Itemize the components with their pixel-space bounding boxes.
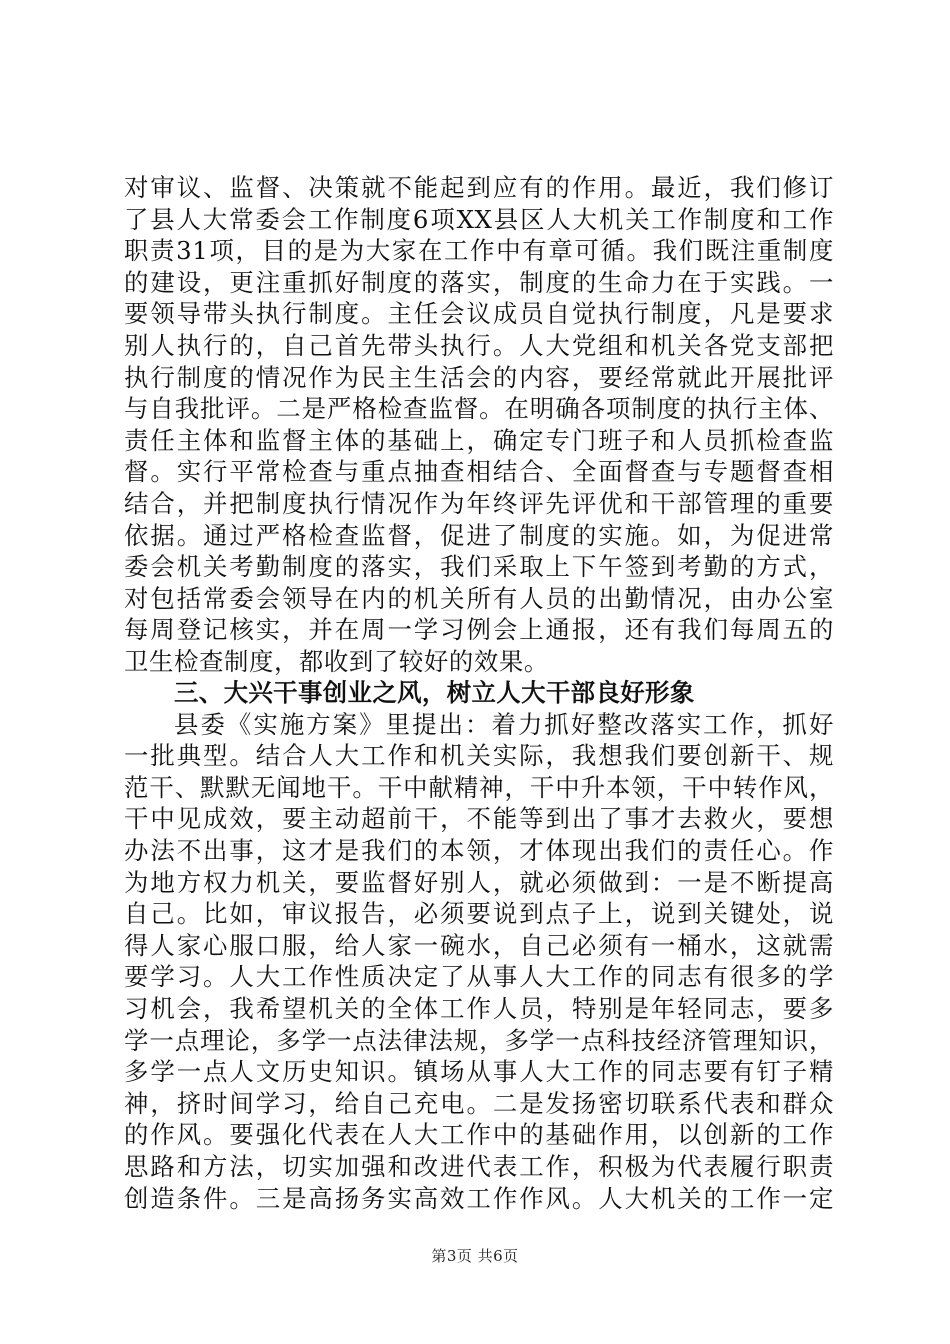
paragraph-line: 督。实行平常检查与重点抽查相结合、全面督查与专题督查相 — [124, 457, 834, 487]
paragraph-line: 得人家心服口服，给人家一碗水，自己必须有一桶水，这就需 — [124, 930, 834, 960]
page-number-footer: 第3页 共6页 — [431, 1247, 519, 1265]
paragraph-line: 对审议、监督、决策就不能起到应有的作用。最近，我们修订 — [124, 173, 834, 202]
paragraph-line: 范干、默默无闻地干。干中献精神，干中升本领，干中转作风， — [124, 772, 834, 802]
paragraph-line: 依据。通过严格检查监督，促进了制度的实施。如，为促进常 — [124, 520, 834, 550]
paragraph-line: 神，挤时间学习，给自己充电。二是发扬密切联系代表和群众 — [124, 1088, 834, 1118]
paragraph-line: 自己。比如，审议报告，必须要说到点子上，说到关键处，说 — [124, 899, 834, 929]
paragraph-line: 学一点理论，多学一点法律法规，多学一点科技经济管理知识， — [124, 1025, 834, 1055]
paragraph-line: 办法不出事，这才是我们的本领，才体现出我们的责任心。作 — [124, 835, 834, 865]
paragraph-line: 为地方权力机关，要监督好别人，就必须做到：一是不断提高 — [124, 867, 834, 897]
paragraph-line: 要领导带头执行制度。主任会议成员自觉执行制度，凡是要求 — [124, 299, 834, 329]
section-three — [124, 677, 834, 1214]
paragraph-line: 结合，并把制度执行情况作为年终评先评优和干部管理的重要 — [124, 488, 834, 518]
paragraph-line: 创造条件。三是高扬务实高效工作作风。人大机关的工作一定 — [124, 1183, 834, 1213]
paragraph-line: 卫生检查制度，都收到了较好的效果。 — [124, 646, 549, 676]
paragraph-line: 委会机关考勤制度的落实，我们采取上下午签到考勤的方式， — [124, 552, 834, 582]
paragraph-institution-building — [124, 172, 834, 678]
paragraph-line: 县委《实施方案》里提出：着力抓好整改落实工作，抓好 — [174, 709, 834, 739]
paragraph-line: 多学一点人文历史知识。镇场从事人大工作的同志要有钉子精 — [124, 1057, 834, 1087]
paragraph-line: 别人执行的，自己首先带头执行。人大党组和机关各党支部把 — [124, 330, 834, 360]
paragraph-line: 干中见成效，要主动超前干，不能等到出了事才去救火，要想 — [124, 804, 834, 834]
paragraph-line: 执行制度的情况作为民主生活会的内容，要经常就此开展批评 — [124, 362, 834, 392]
paragraph-line: 与自我批评。二是严格检查监督。在明确各项制度的执行主体、 — [124, 394, 834, 424]
paragraph-line: 一批典型。结合人大工作和机关实际，我想我们要创新干、规 — [124, 741, 834, 771]
paragraph-line: 了县人大常委会工作制度6项XX县区人大机关工作制度和工作 — [124, 204, 834, 234]
paragraph-line: 要学习。人大工作性质决定了从事人大工作的同志有很多的学 — [124, 962, 834, 992]
paragraph-line: 的作风。要强化代表在人大工作中的基础作用，以创新的工作 — [124, 1120, 834, 1150]
section-heading: 三、大兴干事创业之风，树立人大干部良好形象 — [174, 678, 695, 707]
paragraph-line: 思路和方法，切实加强和改进代表工作，积极为代表履行职责 — [124, 1151, 834, 1181]
paragraph-line: 对包括常委会领导在内的机关所有人员的出勤情况，由办公室 — [124, 583, 834, 613]
paragraph-line: 职责31项，目的是为大家在工作中有章可循。我们既注重制度 — [124, 236, 834, 266]
paragraph-line: 习机会，我希望机关的全体工作人员，特别是年轻同志，要多 — [124, 993, 834, 1023]
paragraph-line: 每周登记核实，并在周一学习例会上通报，还有我们每周五的 — [124, 615, 834, 645]
paragraph-line: 责任主体和监督主体的基础上，确定专门班子和人员抓检查监 — [124, 425, 834, 455]
paragraph-line: 的建设，更注重抓好制度的落实，制度的生命力在于实践。一 — [124, 267, 834, 297]
